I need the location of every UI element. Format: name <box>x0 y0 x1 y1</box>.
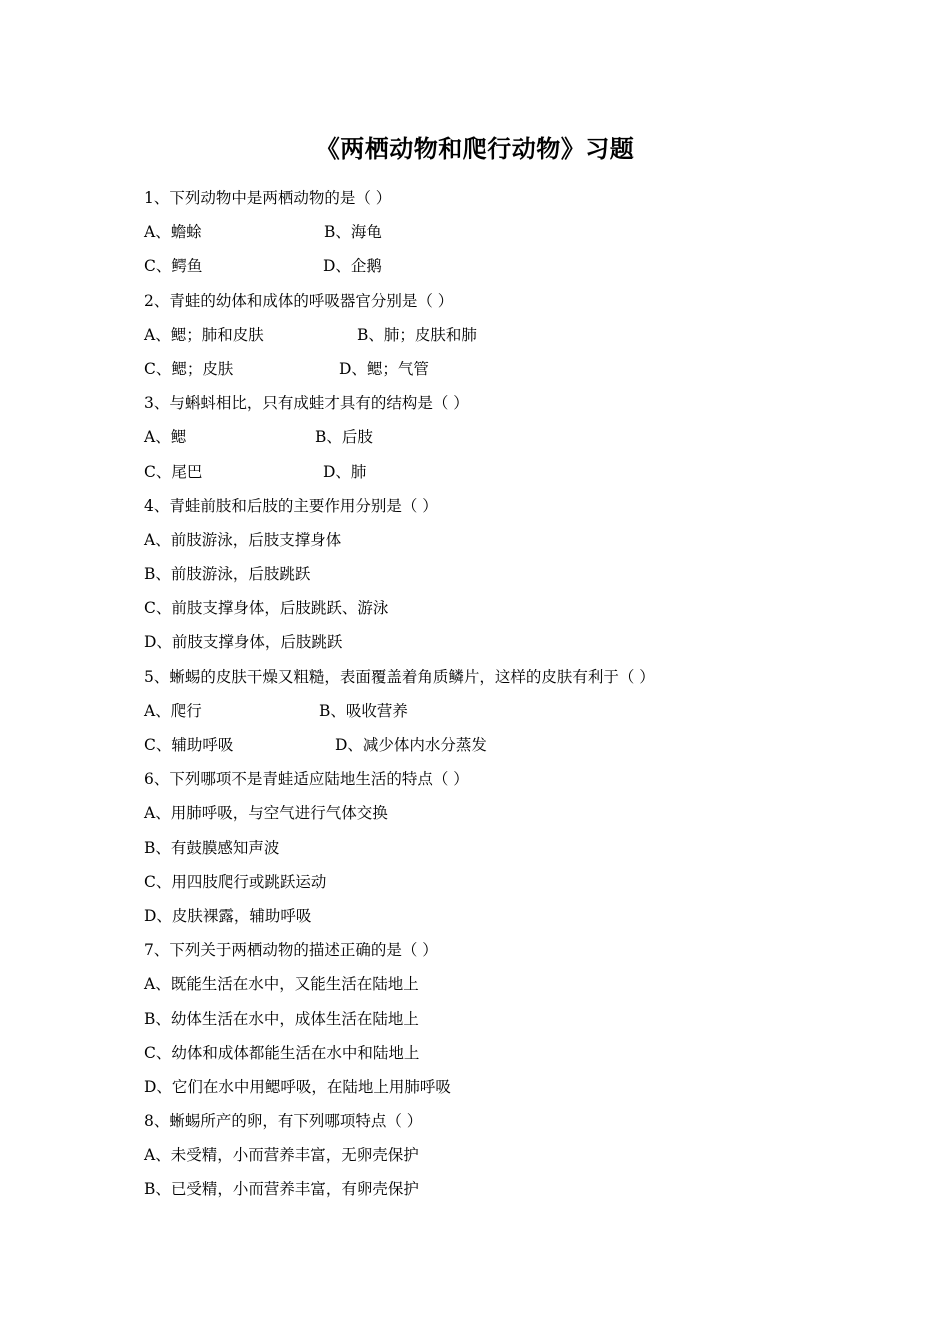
option-row <box>144 420 844 454</box>
question-stem: 6、下列哪项不是青蛙适应陆地生活的特点（ ） <box>144 770 469 789</box>
option-row <box>144 455 844 489</box>
option-d: D、它们在水中用鳃呼吸，在陆地上用肺呼吸 <box>144 1077 451 1096</box>
option-b: B、后肢 <box>315 428 373 447</box>
option-b: B、前肢游泳，后肢跳跃 <box>144 565 311 584</box>
question-list <box>144 181 844 1207</box>
option-a: A、爬行 <box>144 701 202 720</box>
option-d: D、企鹅 <box>323 257 382 276</box>
option-d: D、鳃；气管 <box>339 359 429 378</box>
option-c: C、辅助呼吸 <box>144 736 234 754</box>
option-b: B、有鼓膜感知声波 <box>144 838 280 857</box>
option-a: A、鳃；肺和皮肤 <box>144 325 264 344</box>
option-c: C、鳃；皮肤 <box>144 359 234 378</box>
option-b: B、已受精，小而营养丰富，有卵壳保护 <box>144 1180 419 1199</box>
option-a: A、鳃 <box>144 428 187 447</box>
option-row <box>144 352 844 386</box>
option-row <box>144 249 844 283</box>
option-row <box>144 318 844 352</box>
option-c: C、前肢支撑身体，后肢跳跃、游泳 <box>144 599 389 618</box>
question-stem: 7、下列关于两栖动物的描述正确的是（ ） <box>144 941 438 960</box>
option-b: B、幼体生活在水中，成体生活在陆地上 <box>144 1009 419 1028</box>
option-a: A、未受精，小而营养丰富，无卵壳保护 <box>144 1146 419 1165</box>
option-row <box>144 215 844 249</box>
option-b: B、海龟 <box>324 223 382 242</box>
option-c: C、用四肢爬行或跳跃运动 <box>144 872 327 891</box>
question-stem: 8、蜥蜴所产的卵，有下列哪项特点（ ） <box>144 1112 423 1131</box>
question-stem: 5、蜥蜴的皮肤干燥又粗糙，表面覆盖着角质鳞片，这样的皮肤有利于（ ） <box>144 667 655 686</box>
option-b: B、肺；皮肤和肺 <box>357 325 477 344</box>
question-stem: 4、青蛙前肢和后肢的主要作用分别是（ ） <box>144 496 438 515</box>
option-a: A、既能生活在水中，又能生活在陆地上 <box>144 975 419 994</box>
option-c: C、尾巴 <box>144 462 203 481</box>
option-b: B、吸收营养 <box>319 701 408 720</box>
option-c: C、幼体和成体都能生活在水中和陆地上 <box>144 1043 420 1062</box>
question-stem: 1、下列动物中是两栖动物的是（ ） <box>144 189 392 207</box>
option-a: A、用肺呼吸，与空气进行气体交换 <box>144 804 388 823</box>
page-title: 《两栖动物和爬行动物》习题 <box>315 135 635 163</box>
option-a: A、前肢游泳，后肢支撑身体 <box>144 530 342 549</box>
option-c: C、鳄鱼 <box>144 257 203 276</box>
option-d: D、减少体内水分蒸发 <box>335 736 487 754</box>
option-d: D、前肢支撑身体，后肢跳跃 <box>144 633 343 652</box>
option-d: D、肺 <box>323 462 367 481</box>
option-a: A、蟾蜍 <box>144 223 202 242</box>
question-stem: 2、青蛙的幼体和成体的呼吸器官分别是（ ） <box>144 291 454 310</box>
option-d: D、皮肤裸露，辅助呼吸 <box>144 906 312 925</box>
option-row <box>144 728 844 762</box>
option-row <box>144 694 844 728</box>
question-stem: 3、与蝌蚪相比，只有成蛙才具有的结构是（ ） <box>144 394 469 413</box>
